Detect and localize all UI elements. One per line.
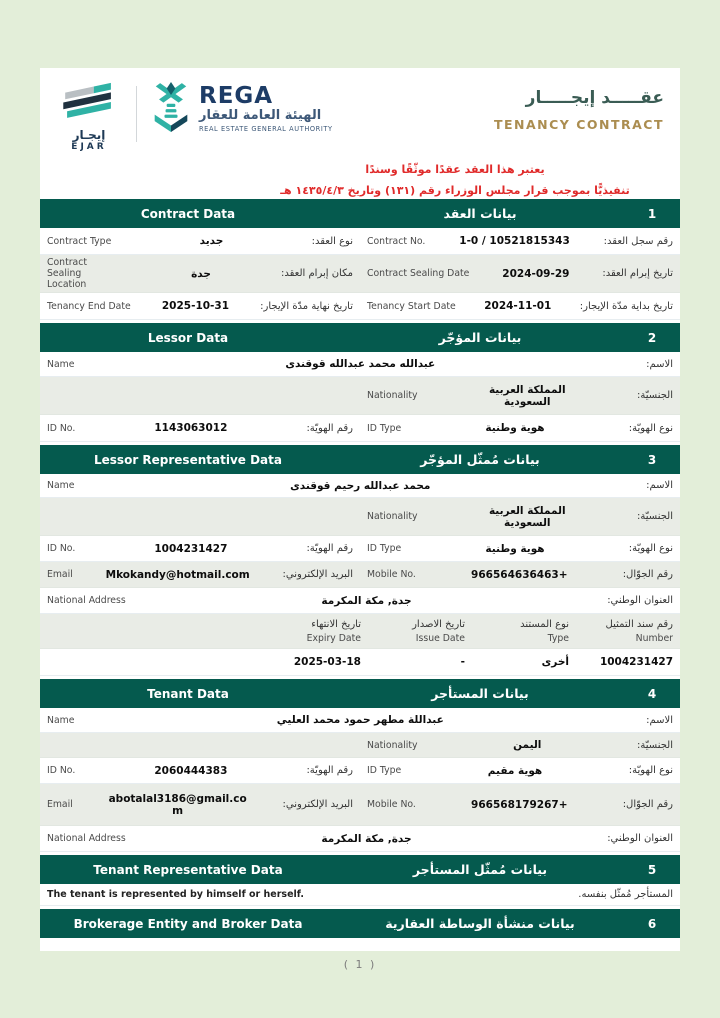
field-label-en: ID Type — [367, 765, 402, 776]
table-row — [40, 255, 680, 293]
field-label-ar: رقم الجوّال: — [622, 569, 673, 580]
field-label-en: Nationality — [367, 739, 418, 751]
section-number: 1 — [647, 206, 657, 221]
doc-col-label-ar: نوع المستند — [520, 619, 569, 630]
field-label-en: ID No. — [47, 422, 76, 434]
section-title-ar: بيانات منشأة الوساطة العقارية — [385, 916, 575, 931]
field-rep-email — [40, 562, 360, 587]
field-value: هوية مقيم — [487, 764, 543, 777]
table-row — [40, 228, 680, 255]
field-label-ar: العنوان الوطني: — [607, 595, 673, 606]
field-label-ar: تاريخ إبرام العقد: — [602, 268, 673, 279]
section-tenant-representative-data — [40, 855, 680, 906]
rega-logo — [149, 82, 333, 136]
field-rep-id-no — [40, 536, 360, 561]
field-tenant-id-type — [360, 758, 680, 783]
field-label-ar: نوع الهويّة: — [628, 765, 673, 776]
table-row — [40, 733, 680, 758]
field-value: هوية وطنية — [485, 422, 545, 434]
table-row — [40, 588, 680, 614]
doc-col-number — [569, 617, 673, 645]
table-row — [40, 784, 680, 826]
table-row — [40, 352, 680, 377]
doc-value-expiry-date: 2025-03-18 — [293, 656, 361, 668]
field-label-en: Nationality — [367, 511, 418, 522]
field-label-en: ID No. — [47, 543, 76, 554]
field-value: 2025-10-31 — [161, 300, 230, 312]
section-header-tenant-data — [40, 679, 680, 708]
table-row — [40, 474, 680, 498]
field-lessor-id-no — [40, 415, 360, 441]
field-label-ar: البريد الإلكتروني: — [282, 799, 353, 810]
field-label-en: Email — [47, 569, 73, 580]
field-value: هوية وطنية — [485, 542, 545, 555]
field-label-ar: تاريخ نهاية مدّة الإيجار: — [260, 300, 353, 312]
document-header — [40, 68, 680, 152]
doc-col-label-en: Expiry Date — [306, 633, 361, 644]
field-lessor-name — [40, 352, 680, 376]
ejar-logo-text-en: EJAR — [71, 142, 107, 152]
section-number: 2 — [647, 330, 657, 345]
field-tenant-national-address — [40, 826, 680, 851]
section-title-en: Tenant Data — [147, 686, 229, 701]
field-label-ar: البريد الإلكتروني: — [282, 569, 353, 580]
field-label-ar: الجنسيّة: — [637, 739, 673, 751]
field-contract-no — [360, 228, 680, 254]
section-title-en: Brokerage Entity and Broker Data — [73, 916, 303, 931]
legal-disclaimer-line2: تنفيذيًّا بموجب قرار مجلس الوزراء رقم (١٣١) وتاريخ ١٤٣٥/٤/٣ هـ — [280, 184, 630, 197]
rega-palm-icon — [149, 82, 193, 136]
section-header-lessor-representative — [40, 445, 680, 474]
field-value: Mkokandy@hotmail.com — [105, 568, 250, 581]
field-label-en: Contract No. — [367, 235, 426, 247]
section-title-en: Lessor Representative Data — [94, 452, 282, 467]
field-label-en: ID Type — [367, 543, 402, 554]
page-number: ( 1 ) — [343, 958, 377, 971]
field-label-ar: العنوان الوطني: — [607, 833, 673, 844]
field-value: 1004231427 — [154, 542, 228, 555]
legal-disclaimer-line1: يعتبر هذا العقد عقدًا موثّقًا وسندًا — [365, 163, 545, 176]
field-label-ar: نوع الهويّة: — [628, 543, 673, 554]
section-number: 5 — [647, 862, 657, 877]
field-value: +966564636463 — [471, 568, 568, 581]
field-value: 2060444383 — [154, 764, 228, 777]
field-label-ar: الاسم: — [646, 714, 673, 726]
field-value: اليمن — [513, 739, 542, 751]
field-label-ar: رقم الهويّة: — [306, 765, 353, 776]
field-tenant-email — [40, 784, 360, 825]
field-value: عبدالله محمد عبدالله قوقندى — [285, 358, 436, 370]
section-title-en: Tenant Representative Data — [93, 862, 283, 877]
field-label-ar: نوع الهويّة: — [628, 422, 673, 434]
field-value: 2024-09-29 — [502, 267, 570, 280]
field-rep-national-address — [40, 588, 680, 613]
field-lessor-nationality — [360, 377, 680, 414]
section-header-lessor-data — [40, 323, 680, 352]
field-end-date — [40, 293, 360, 319]
rega-wordmark: REGA — [199, 83, 274, 109]
ejar-logo — [54, 82, 124, 152]
rega-logo-text — [199, 82, 333, 133]
note-en: The tenant is represented by himself or herself. — [47, 889, 304, 900]
field-label-en: Name — [47, 714, 75, 726]
table-row — [40, 708, 680, 733]
field-label-ar: الجنسيّة: — [637, 511, 673, 522]
contract-document — [40, 68, 680, 942]
contract-title-en: TENANCY CONTRACT — [493, 117, 664, 132]
field-label-ar: الاسم: — [646, 480, 673, 491]
section-contract-data — [40, 199, 680, 320]
empty-row — [40, 938, 680, 951]
section-title-en: Contract Data — [140, 206, 236, 221]
field-label-en: Contract Sealing Date — [367, 268, 470, 279]
representation-doc-table-values — [40, 649, 680, 676]
section-tenant-data — [40, 679, 680, 852]
rega-name-ar: الهيئة العامة للعقار — [199, 108, 322, 123]
section-title-en: Lessor Data — [147, 330, 229, 345]
field-value: عبداللة مطهر حمود محمد العليي — [276, 714, 444, 726]
field-value: جدة, مكة المكرمة — [321, 594, 412, 607]
table-row — [40, 826, 680, 852]
field-label-en: Name — [47, 480, 75, 491]
field-value: 2024-11-01 — [484, 300, 552, 312]
section-title-ar: بيانات المستأجر — [431, 686, 529, 701]
doc-col-label-ar: رقم سند التمثيل — [605, 619, 673, 630]
rega-name-en: REAL ESTATE GENERAL AUTHORITY — [199, 125, 333, 133]
doc-value-type: أخرى — [541, 656, 569, 668]
doc-col-expiry-date — [257, 617, 361, 645]
field-lessor-id-type — [360, 415, 680, 441]
field-value: abotalal3186@gmail.com — [108, 792, 247, 817]
field-value: محمد عبدالله رحيم قوقندى — [290, 479, 431, 492]
section-number: 3 — [647, 452, 657, 467]
field-label-en: ID Type — [367, 422, 402, 434]
field-label-ar: الاسم: — [646, 358, 673, 370]
tenant-self-representation-note — [40, 884, 680, 906]
section-title-ar: بيانات مُمثّل المؤجّر — [420, 452, 540, 467]
field-label-en: ID No. — [47, 765, 76, 776]
field-label-en: National Address — [47, 833, 126, 844]
representation-doc-table-header — [40, 614, 680, 649]
field-label-en: Contract Sealing Location — [47, 257, 87, 290]
legal-disclaimer — [230, 152, 680, 196]
field-value: جدة — [191, 267, 211, 280]
field-label-ar: رقم الهويّة: — [306, 422, 353, 434]
section-header-brokerage — [40, 909, 680, 938]
section-number: 6 — [647, 916, 657, 931]
field-value: جديد — [199, 235, 224, 247]
doc-value-issue-date: - — [460, 656, 465, 668]
section-number: 4 — [647, 686, 657, 701]
field-label-en: Tenancy Start Date — [367, 300, 456, 312]
field-label-ar: مكان إبرام العقد: — [280, 268, 353, 279]
note-ar: المستأجر مُمثّل بنفسه. — [578, 889, 673, 900]
field-value: جدة, مكة المكرمة — [321, 832, 412, 845]
field-rep-name — [40, 474, 680, 497]
field-label-en: Mobile No. — [367, 799, 416, 810]
field-label-en: Email — [47, 799, 73, 810]
field-label-en: National Address — [47, 595, 126, 606]
field-label-en: Nationality — [367, 390, 418, 401]
doc-col-label-ar: تاريخ الانتهاء — [311, 619, 361, 630]
section-title-ar: بيانات مُمثّل المستأجر — [412, 862, 548, 877]
section-title-ar: بيانات العقد — [443, 206, 517, 221]
table-row — [40, 498, 680, 536]
doc-col-label-en: Number — [635, 633, 673, 644]
field-label-ar: رقم سجل العقد: — [603, 235, 673, 247]
doc-col-type — [465, 617, 569, 645]
doc-col-label-en: Type — [547, 633, 569, 644]
table-row — [40, 293, 680, 320]
field-label-ar: الجنسيّة: — [637, 390, 673, 401]
section-lessor-data — [40, 323, 680, 442]
doc-value-number: 1004231427 — [599, 656, 673, 668]
field-tenant-name — [40, 708, 680, 732]
field-label-ar: رقم الهويّة: — [306, 543, 353, 554]
section-header-contract-data — [40, 199, 680, 228]
field-value: 10521815343 / 1-0 — [459, 235, 570, 247]
field-value: 1143063012 — [154, 422, 228, 434]
logo-divider — [136, 86, 137, 142]
field-rep-nationality — [360, 498, 680, 535]
field-rep-id-type — [360, 536, 680, 561]
contract-title-ar: عقـــــد إيجـــــار — [525, 88, 664, 108]
field-rep-mobile — [360, 562, 680, 587]
section-lessor-representative-data — [40, 445, 680, 676]
table-row — [40, 377, 680, 415]
doc-col-label-en: Issue Date — [415, 633, 465, 644]
doc-col-issue-date — [361, 617, 465, 645]
table-row — [40, 536, 680, 562]
ejar-logo-icon — [60, 82, 118, 126]
field-tenant-mobile — [360, 784, 680, 825]
field-label-ar: رقم الجوّال: — [622, 799, 673, 810]
field-sealing-location — [40, 255, 360, 292]
field-tenant-nationality — [360, 733, 680, 757]
field-start-date — [360, 293, 680, 319]
field-label-ar: تاريخ بداية مدّة الإيجار: — [579, 300, 673, 312]
field-value: المملكة العربية السعودية — [488, 383, 566, 408]
ejar-logo-text-ar: إيجـار — [72, 128, 106, 142]
section-brokerage-data — [40, 909, 680, 951]
field-label-en: Contract Type — [47, 235, 112, 247]
field-label-en: Mobile No. — [367, 569, 416, 580]
section-title-ar: بيانات المؤجّر — [438, 330, 522, 345]
table-row — [40, 562, 680, 588]
field-value: +966568179267 — [471, 798, 568, 811]
field-label-en: Tenancy End Date — [47, 300, 131, 312]
section-header-tenant-representative — [40, 855, 680, 884]
field-tenant-id-no — [40, 758, 360, 783]
table-row — [40, 758, 680, 784]
field-contract-type — [40, 228, 360, 254]
field-label-ar: نوع العقد: — [311, 235, 353, 247]
table-row — [40, 415, 680, 442]
contract-title-block — [494, 82, 670, 132]
doc-col-label-ar: تاريخ الاصدار — [412, 619, 465, 630]
field-label-en: Name — [47, 358, 75, 370]
field-value: المملكة العربية السعودية — [488, 504, 566, 529]
field-sealing-date — [360, 255, 680, 292]
